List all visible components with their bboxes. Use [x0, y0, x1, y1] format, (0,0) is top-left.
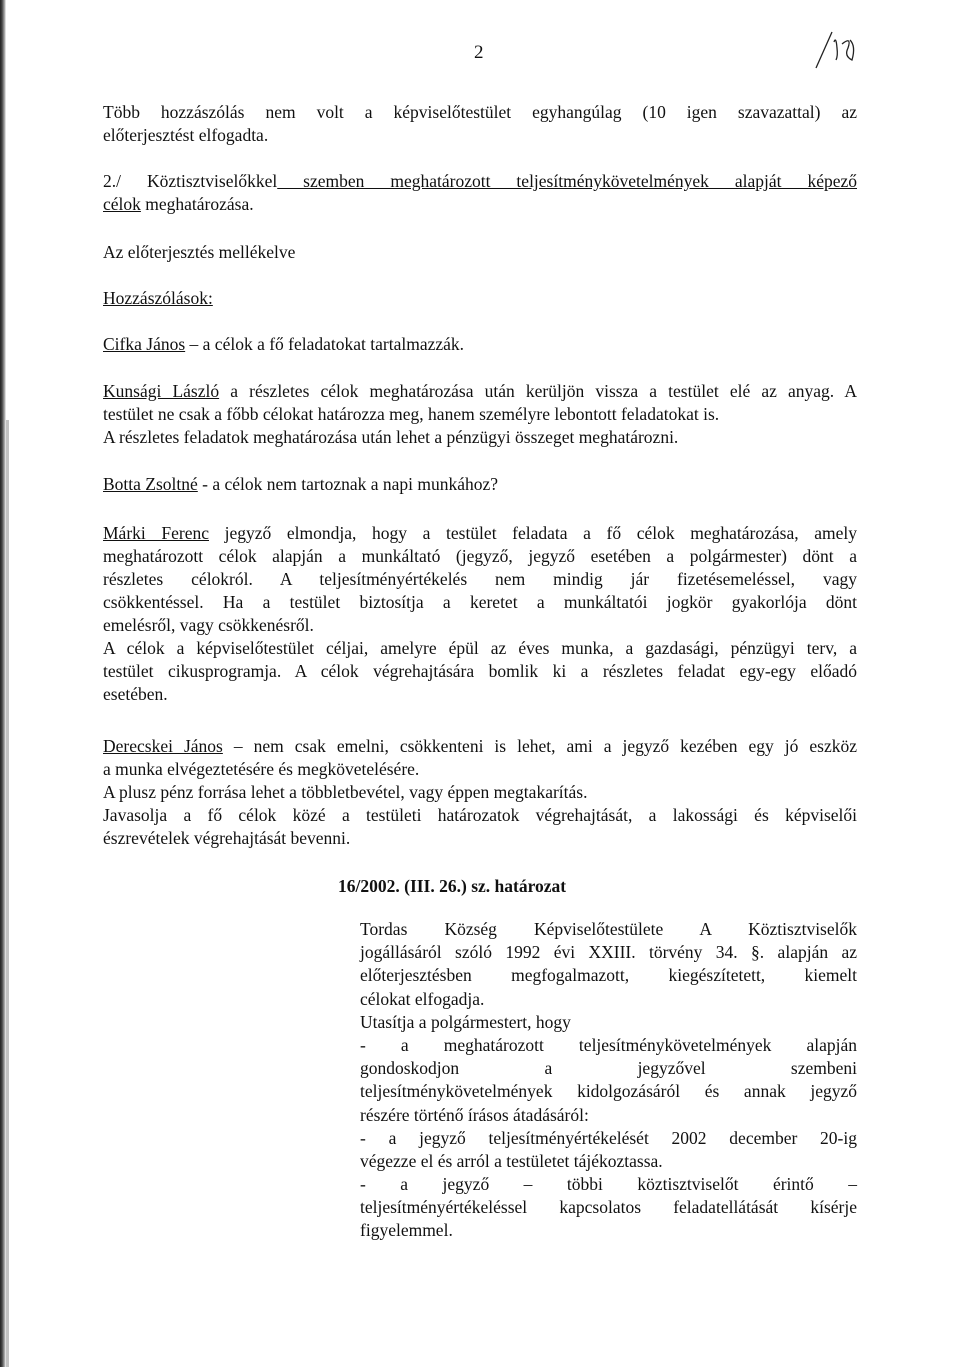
- text-line: [103, 380, 857, 403]
- text-line: A célok a képviselőtestület céljai, amelyre épül az éves munka, a gazdasági, pénzügyi terv, a: [103, 638, 857, 658]
- text-line: esetében.: [103, 684, 168, 704]
- attachment-note: [103, 241, 857, 264]
- comment-text: - a célok nem tartoznak a napi munkához?: [197, 474, 499, 494]
- page-number: 2: [474, 42, 484, 63]
- comment-text: a részletes célok meghatározása után kerüljön vissza a testület elé az anyag. A: [219, 381, 857, 401]
- comment-text: – nem csak emelni, csökkenteni is lehet, ami a jegyző kezében egy jó eszköz: [222, 736, 857, 756]
- text-line: részére történő írásos átadásáról:: [360, 1104, 589, 1125]
- text-line: gondoskodjon a jegyzővel szembeni: [360, 1058, 857, 1079]
- comment-text: – a célok a fő feladatokat tartalmazzák.: [185, 334, 465, 354]
- text-line: figyelemmel.: [360, 1220, 453, 1241]
- speaker-name: Cifka János: [103, 334, 186, 354]
- text-line: teljesítménykövetelmények kidolgozásáról és annak jegyző: [360, 1081, 857, 1102]
- text-line: előterjesztésben megfogalmazott, kiegészítetett, kiemelt: [360, 965, 857, 986]
- text-line: [103, 473, 857, 496]
- text-line: [103, 170, 857, 193]
- paragraph-outcome: [103, 101, 857, 147]
- text-line: előterjesztést elfogadta.: [103, 125, 269, 145]
- text-line: testület ne csak a főbb célokat határozza meg, hanem személyre lebontott feladatokat is.: [103, 404, 720, 424]
- text-line: Az előterjesztés mellékelve: [103, 242, 296, 262]
- text-line: - a jegyző – többi köztisztviselőt érintő –: [360, 1174, 857, 1195]
- text-line: A részletes feladatok meghatározása után lehet a pénzügyi összeget meghatározni.: [103, 427, 679, 447]
- text-line: jogállásáról szóló 1992 évi XXIII. törvény 34. §. alapján az: [360, 942, 857, 963]
- text-line: [103, 735, 857, 758]
- item-title-underlined: szemben meghatározott teljesítménykövetelmények alapját képező: [277, 171, 857, 191]
- text-line: [103, 522, 857, 545]
- comment-marki: [103, 522, 857, 706]
- text-line: a munka elvégeztetésére és megkövetelésére.: [103, 759, 420, 779]
- item-title-rest: meghatározása.: [140, 194, 254, 214]
- text-line: A plusz pénz forrása lehet a többletbevétel, vagy éppen megtakarítás.: [103, 782, 588, 802]
- text-line: csökkentéssel. Ha a testület biztosítja a keretet a munkáltatói jogkör gyakorlója dönt: [103, 592, 857, 612]
- speaker-name: Kunsági László: [103, 381, 220, 401]
- text-line: Javasolja a fő célok közé a testületi határozatok végrehajtását, a lakossági és képviselői: [103, 805, 857, 825]
- comment-derecskei: [103, 735, 857, 850]
- item-title-underlined: célok: [103, 194, 141, 214]
- item-prefix: 2./ Köztisztviselőkkel: [103, 171, 278, 191]
- text-line: - a meghatározott teljesítménykövetelmények alapján: [360, 1034, 857, 1055]
- text-line: testület cikusprogramja. A célok végrehajtására bomlik ki a részletes feladat egy-egy előadó: [103, 661, 857, 681]
- speaker-name: Botta Zsoltné: [103, 474, 198, 494]
- speaker-name: Márki Ferenc: [103, 523, 209, 543]
- text-line: teljesítményértékeléssel kapcsolatos feladatellátását kísérje: [360, 1197, 857, 1218]
- text-line: Több hozzászólás nem volt a képviselőtestület egyhangúlag (10 igen szavazattal) az: [103, 102, 857, 122]
- section-heading: Hozzászólások:: [103, 288, 213, 308]
- text-line: végezze el és arról a testületet tájékoztassa.: [360, 1150, 663, 1171]
- comment-cifka: [103, 333, 857, 356]
- text-line: emelésről, vagy csökkenésről.: [103, 615, 314, 635]
- resolution-title: 16/2002. (III. 26.) sz. határozat: [338, 876, 567, 896]
- text-line: - a jegyző teljesítményértékelését 2002 december 20-ig: [360, 1127, 857, 1148]
- agenda-item-2: [103, 170, 857, 216]
- comment-kunsagi: [103, 380, 857, 449]
- comment-text: jegyző elmondja, hogy a testület feladata a fő célok meghatározása, amely: [209, 523, 857, 543]
- text-line: [103, 333, 857, 356]
- comments-heading: [103, 287, 857, 310]
- text-line: észrevételek végrehajtását bevenni.: [103, 828, 351, 848]
- text-line: célokat elfogadja.: [360, 988, 485, 1009]
- speaker-name: Derecskei János: [103, 736, 223, 756]
- scan-edge-shadow: [6, 420, 9, 1367]
- comment-botta: [103, 473, 857, 496]
- text-line: Utasítja a polgármestert, hogy: [360, 1011, 571, 1032]
- text-line: Tordas Község Képviselőtestülete A Köztisztviselők: [360, 919, 857, 939]
- resolution-body: [360, 918, 857, 1243]
- text-line: meghatározott célok alapján a munkáltató (jegyző, jegyző esetében a polgármester) dönt a: [103, 546, 857, 566]
- text-line: [103, 193, 857, 216]
- handwritten-page-mark-icon: [812, 26, 862, 72]
- text-line: részletes célokról. A teljesítményértékelés nem mindig jár fizetésemeléssel, vagy: [103, 569, 857, 589]
